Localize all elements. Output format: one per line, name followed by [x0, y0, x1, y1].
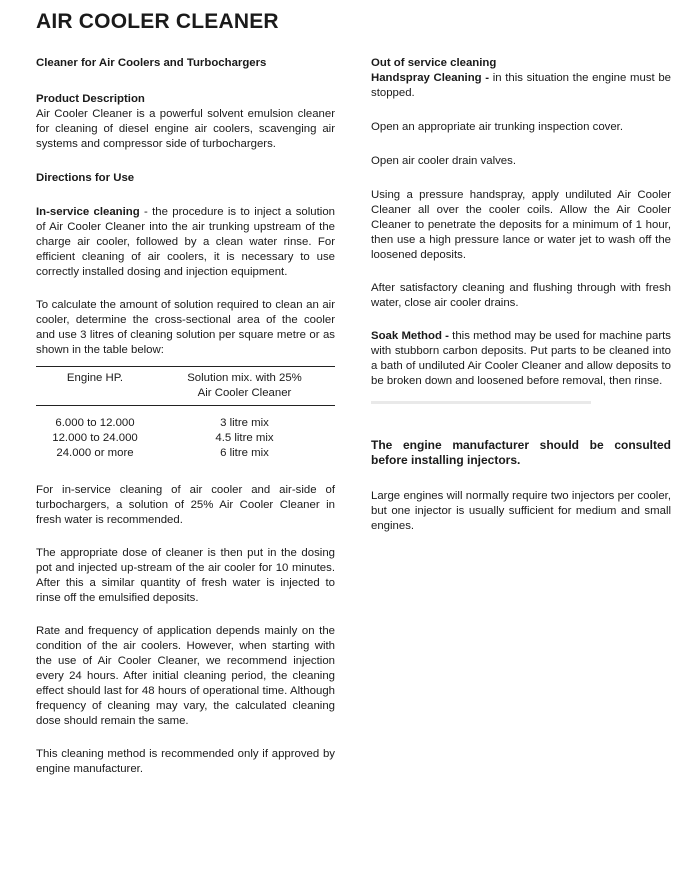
approved-paragraph: This cleaning method is recommended only if approved by engine manufacturer.: [36, 748, 335, 775]
table-cell-mix: 4.5 litre mix: [215, 432, 274, 444]
turbo-paragraph: For in-service cleaning of air cooler and air-side of turbochargers, a solution of 25% Air Cooler Cleaner in fresh water is recommended.: [36, 484, 335, 526]
product-heading: Product Description: [36, 93, 145, 105]
faded-line: [371, 401, 671, 416]
handspray-text: in this situation the engine must be stopped.: [371, 72, 671, 99]
table-header-solution-line2: Air Cooler Cleaner: [197, 387, 292, 399]
table-header-solution-line1: Solution mix. with 25%: [187, 372, 302, 384]
inservice-label: In-service cleaning: [36, 206, 140, 218]
rate-paragraph: Rate and frequency of application depends mainly on the condition of the air coolers. However, when starting with the use of Air Cooler Cleaner, we recommend injection every 24 hours. After initial cleaning period, the cleaning effect should last for 48 hours of operational time. Although frequency of cleaning may vary, the calculated cleaning dose should remain the same.: [36, 625, 335, 727]
soak-label: Soak Method -: [371, 330, 449, 342]
table-header-engine-hp: Engine HP.: [36, 367, 154, 406]
table-header-solution: [154, 367, 335, 406]
left-column: [36, 56, 335, 777]
inservice-text: - the procedure is to inject a solution of Air Cooler Cleaner into the air trunking upstream of the charge air cooler, followed by a clean water rinse. For efficient cleaning of air coolers, it is necessary to use correctly installed dosing and injection equipment.: [36, 206, 335, 278]
directions-heading: Directions for Use: [36, 172, 135, 184]
right-column: [371, 56, 671, 534]
oos-heading: Out of service cleaning: [371, 57, 497, 69]
page-title: AIR COOLER CLEANER: [36, 10, 279, 33]
handspray-label: Handspray Cleaning -: [371, 72, 490, 84]
table-cell-hp: 24.000 or more: [56, 447, 134, 459]
injectors-paragraph: Large engines will normally require two injectors per cooler, but one injector is usually sufficient for medium and small engines.: [371, 490, 671, 532]
soak-text: this method may be used for machine parts with stubborn carbon deposits. Put parts to be cleaned into a bath of undiluted Air Cooler Cleaner and allow deposits to be broken down and loosened before removal, then rinse.: [371, 330, 671, 387]
drain-paragraph: Open air cooler drain valves.: [371, 155, 516, 167]
flush-paragraph: After satisfactory cleaning and flushing through with fresh water, close air cooler drains.: [371, 282, 671, 309]
calc-paragraph: To calculate the amount of solution required to clean an air cooler, determine the cross-sectional area of the cooler and use 3 litres of cleaning solution per square metre or as shown in the table below:: [36, 299, 335, 356]
table-cell-mix: 6 litre mix: [220, 447, 269, 459]
table-row: [36, 406, 335, 432]
product-description: Air Cooler Cleaner is a powerful solvent emulsion cleaner for cleaning of diesel engine air coolers, scavenging air systems and compressor side of turbochargers.: [36, 108, 335, 150]
inservice-paragraph: [36, 205, 335, 280]
table-cell-hp: 12.000 to 24.000: [52, 432, 138, 444]
solution-table: [36, 366, 335, 461]
dose-paragraph: The appropriate dose of cleaner is then put in the dosing pot and injected up-stream of the air cooler for 10 minutes. After this a similar quantity of fresh water is injected to rinse off the emulsified deposits.: [36, 547, 335, 604]
soak-paragraph: [371, 329, 671, 389]
table-cell-hp: 6.000 to 12.000: [55, 417, 135, 429]
open-cover-paragraph: Open an appropriate air trunking inspection cover.: [371, 121, 624, 133]
injector-warning: The engine manufacturer should be consulted before installing injectors.: [371, 438, 671, 467]
subtitle: Cleaner for Air Coolers and Turbochargers: [36, 57, 267, 69]
table-row: [36, 446, 335, 461]
table-row: [36, 431, 335, 446]
handspray-paragraph: [371, 71, 671, 101]
pressure-paragraph: Using a pressure handspray, apply undiluted Air Cooler Cleaner all over the cooler coils. Allow the Air Cooler Cleaner to penetrate the deposits for a minimum of 1 hour, then use a high pressure lance or water jet to wash off the loosened deposits.: [371, 189, 671, 261]
table-cell-mix: 3 litre mix: [220, 417, 269, 429]
